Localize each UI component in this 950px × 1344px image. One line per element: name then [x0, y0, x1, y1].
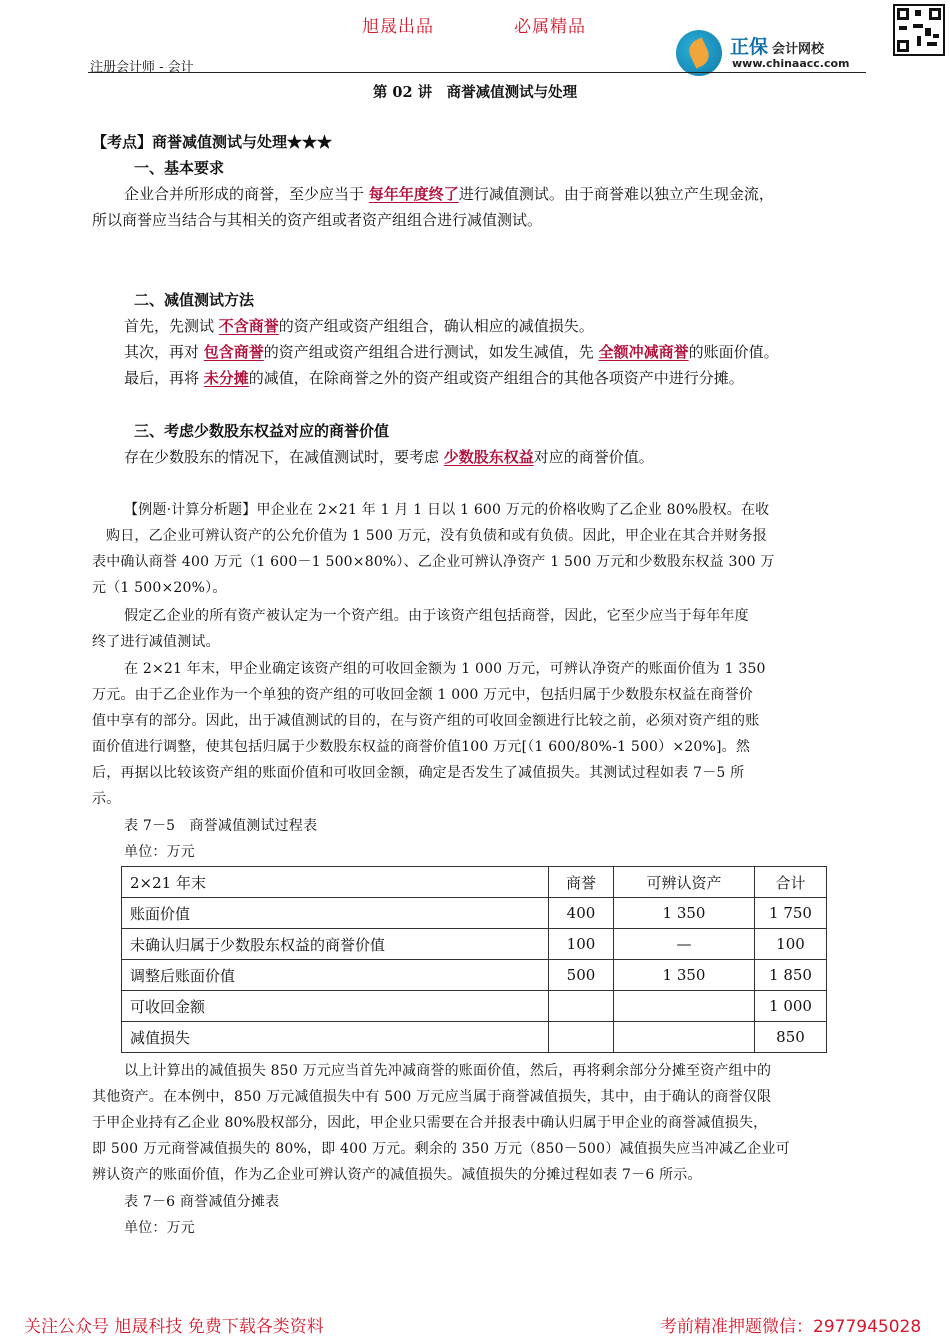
example-line: 【例题·计算分析题】甲企业在 2×21 年 1 月 1 日以 1 600 万元的价格收购了乙企业 80%股权。在收: [124, 502, 770, 518]
example-line: 购日，乙企业可辨认资产的公允价值为 1 500 万元，没有负债和或有负债。因此，甲企业在其合并财务报: [106, 528, 767, 544]
table-cell: 账面价值: [122, 898, 549, 929]
logo-url: www.chinaacc.com: [732, 57, 850, 70]
table-cell: 850: [755, 1022, 827, 1053]
table-cell: —: [614, 929, 755, 960]
goodwill-test-table: [121, 866, 827, 1053]
keyword-with-goodwill: 包含商誉: [203, 343, 264, 361]
keyword-full-offset: 全额冲减商誉: [598, 343, 689, 361]
brand-left: 旭晟出品: [362, 17, 434, 37]
kaodian-heading: 【考点】商誉减值测试与处理★★★: [92, 133, 333, 151]
table-cell: 1 850: [755, 960, 827, 991]
table-cell: 100: [755, 929, 827, 960]
table75-caption: 表 7－5 商誉减值测试过程表: [124, 818, 318, 834]
table-row: [122, 898, 827, 929]
table-cell: 1 000: [755, 991, 827, 1022]
table-row: [122, 1022, 827, 1053]
table-header-cell: 2×21 年末: [122, 867, 549, 898]
table-cell: [549, 991, 614, 1022]
example-line: 万元。由于乙企业作为一个单独的资产组的可收回金额 1 000 万元中，包括归属于少数股东权益在商誉价: [92, 687, 753, 703]
after-line: 即 500 万元商誉减值损失的 80%，即 400 万元。剩余的 350 万元（850－500）减值损失应当冲减乙企业可: [92, 1141, 790, 1157]
table-cell: [614, 991, 755, 1022]
logo-title: 正保 会计网校: [730, 36, 825, 58]
example-line: 面价值进行调整，使其包括归属于少数股东权益的商誉价值100 万元[（1 600/80%-1 500）×20%]。然: [92, 739, 751, 755]
table-cell: 未确认归属于少数股东权益的商誉价值: [122, 929, 549, 960]
table-header-cell: 可辨认资产: [614, 867, 755, 898]
table-row: [122, 960, 827, 991]
example-line: 假定乙企业的所有资产被认定为一个资产组。由于该资产组包括商誉，因此，它至少应当于每年年度: [124, 608, 749, 624]
section2-line3: 最后，再将 未分摊的减值，在除商誉之外的资产组或资产组组合的其他各项资产中进行分摊。: [124, 369, 744, 387]
table-cell: 100: [549, 929, 614, 960]
footer-left: 关注公众号 旭晟科技 免费下载各类资料: [24, 1317, 324, 1337]
table75-unit: 单位：万元: [124, 844, 195, 860]
example-line: 在 2×21 年末，甲企业确定该资产组的可收回金额为 1 000 万元，可辨认净资产的账面价值为 1 350: [124, 661, 766, 677]
table-row: [122, 929, 827, 960]
after-line: 辨认资产的账面价值，作为乙企业可辨认资产的减值损失。减值损失的分摊过程如表 7－6 所示。: [92, 1167, 702, 1183]
section2-heading: 二、减值测试方法: [134, 291, 255, 309]
section1-heading: 一、基本要求: [134, 159, 225, 177]
table76-caption: 表 7－6 商誉减值分摊表: [124, 1194, 280, 1210]
section2-line1: 首先，先测试 不含商誉的资产组或资产组组合，确认相应的减值损失。: [124, 317, 594, 335]
table-cell: 1 350: [614, 960, 755, 991]
footer-right: 考前精准押题微信：2977945028: [660, 1317, 922, 1337]
table-cell: 可收回金额: [122, 991, 549, 1022]
example-line: 表中确认商誉 400 万元（1 600－1 500×80%）、乙企业可辨认净资产 1 500 万元和少数股东权益 300 万: [92, 554, 775, 570]
table-header-cell: 合计: [755, 867, 827, 898]
header-divider: [88, 72, 866, 73]
keyword-no-goodwill: 不含商誉: [218, 317, 279, 335]
course-name: 注册会计师 - 会计: [90, 60, 194, 75]
table-cell: 1 350: [614, 898, 755, 929]
table-header-cell: 商誉: [549, 867, 614, 898]
qr-code-icon[interactable]: [893, 4, 945, 56]
example-line: 元（1 500×20%）。: [92, 580, 227, 596]
example-line: 终了进行减值测试。: [92, 634, 220, 650]
section1-para-line1: 企业合并所形成的商誉，至少应当于 每年年度终了进行减值测试。由于商誉难以独立产生现金流，: [124, 185, 774, 203]
page-title: 第 02 讲 商誉减值测试与处理: [372, 84, 578, 101]
after-line: 于甲企业持有乙企业 80%股权部分，因此，甲企业只需要在合并报表中确认归属于甲企业的商誉减值损失，: [92, 1115, 768, 1131]
table-cell: 1 750: [755, 898, 827, 929]
table-cell: 调整后账面价值: [122, 960, 549, 991]
table-cell: 500: [549, 960, 614, 991]
keyword-minority: 少数股东权益: [443, 448, 534, 466]
section3-line1: 存在少数股东的情况下，在减值测试时，要考虑 少数股东权益对应的商誉价值。: [124, 448, 654, 466]
table-cell: [549, 1022, 614, 1053]
table-cell: 400: [549, 898, 614, 929]
keyword-unallocated: 未分摊: [203, 369, 249, 387]
table-cell: [614, 1022, 755, 1053]
brand-right: 必属精品: [514, 17, 586, 37]
example-line: 值中享有的部分。因此，出于减值测试的目的，在与资产组的可收回金额进行比较之前，必须对资产组的账: [92, 713, 760, 729]
table-row: [122, 991, 827, 1022]
section2-line2: 其次，再对 包含商誉的资产组或资产组组合进行测试，如发生减值，先 全额冲减商誉的账面价值。: [124, 343, 779, 361]
after-line: 其他资产。在本例中，850 万元减值损失中有 500 万元应当属于商誉减值损失，其中，由于确认的商誉仅限: [92, 1089, 772, 1105]
table76-unit: 单位：万元: [124, 1220, 195, 1236]
section1-para-line2: 所以商誉应当结合与其相关的资产组或者资产组组合进行减值测试。: [92, 211, 543, 229]
after-line: 以上计算出的减值损失 850 万元应当首先冲减商誉的账面价值，然后，再将剩余部分分摊至资产组中的: [124, 1063, 772, 1079]
keyword-annual: 每年年度终了: [368, 185, 459, 203]
section3-heading: 三、考虑少数股东权益对应的商誉价值: [134, 422, 390, 440]
example-line: 后，再据以比较该资产组的账面价值和可收回金额，确定是否发生了减值损失。其测试过程如表 7－5 所: [92, 765, 745, 781]
table-cell: 减值损失: [122, 1022, 549, 1053]
table-header-row: [122, 867, 827, 898]
example-line: 示。: [92, 791, 121, 807]
